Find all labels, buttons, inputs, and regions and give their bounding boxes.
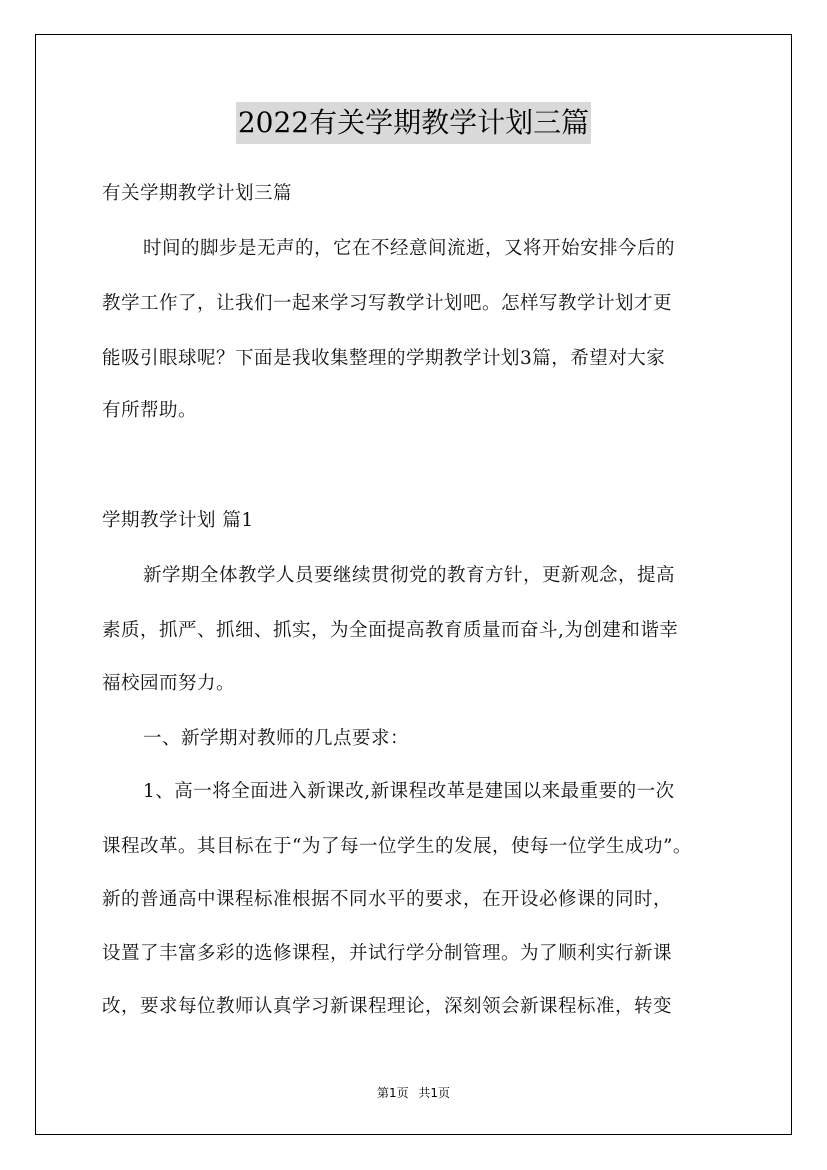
paragraph-line: 1、高一将全面进入新课改,新课程改革是建国以来最重要的一次 xyxy=(143,781,675,802)
page-footer xyxy=(0,1084,827,1101)
title-container xyxy=(0,102,827,144)
page-total: 共1页 xyxy=(418,1086,451,1100)
intro-line: 时间的脚步是无声的，它在不经意间流逝，又将开始安排今后的 xyxy=(143,238,676,259)
subtitle: 有关学期教学计划三篇 xyxy=(102,183,293,204)
paragraph-line: 福校园而努力。 xyxy=(102,673,236,694)
intro-line: 能吸引眼球呢？下面是我收集整理的学期教学计划3篇，希望对大家 xyxy=(102,348,666,369)
paragraph-line: 新的普通高中课程标准根据不同水平的要求，在开设必修课的同时， xyxy=(102,889,673,910)
paragraph-line: 新学期全体教学人员要继续贯彻党的教育方针，更新观念，提高 xyxy=(143,565,676,586)
intro-line: 教学工作了，让我们一起来学习写教学计划吧。怎样写教学计划才更 xyxy=(102,293,673,314)
paragraph-line: 素质，抓严、抓细、抓实，为全面提高教育质量而奋斗,为创建和谐幸 xyxy=(102,620,679,641)
intro-line: 有所帮助。 xyxy=(102,400,198,421)
page-number: 第1页 xyxy=(376,1086,409,1100)
paragraph-line: 设置了丰富多彩的选修课程，并试行学分制管理。为了顺利实行新课 xyxy=(102,943,673,964)
paragraph-line: 改，要求每位教师认真学习新课程理论，深刻领会新课程标准，转变 xyxy=(102,996,673,1017)
document-title: 2022有关学期教学计划三篇 xyxy=(236,102,591,144)
paragraph-line: 课程改革。其目标在于“为了每一位学生的发展，使每一位学生成功”。 xyxy=(102,836,692,857)
section-heading: 学期教学计划 篇1 xyxy=(102,510,254,531)
paragraph-line: 一、新学期对教师的几点要求： xyxy=(143,728,410,749)
